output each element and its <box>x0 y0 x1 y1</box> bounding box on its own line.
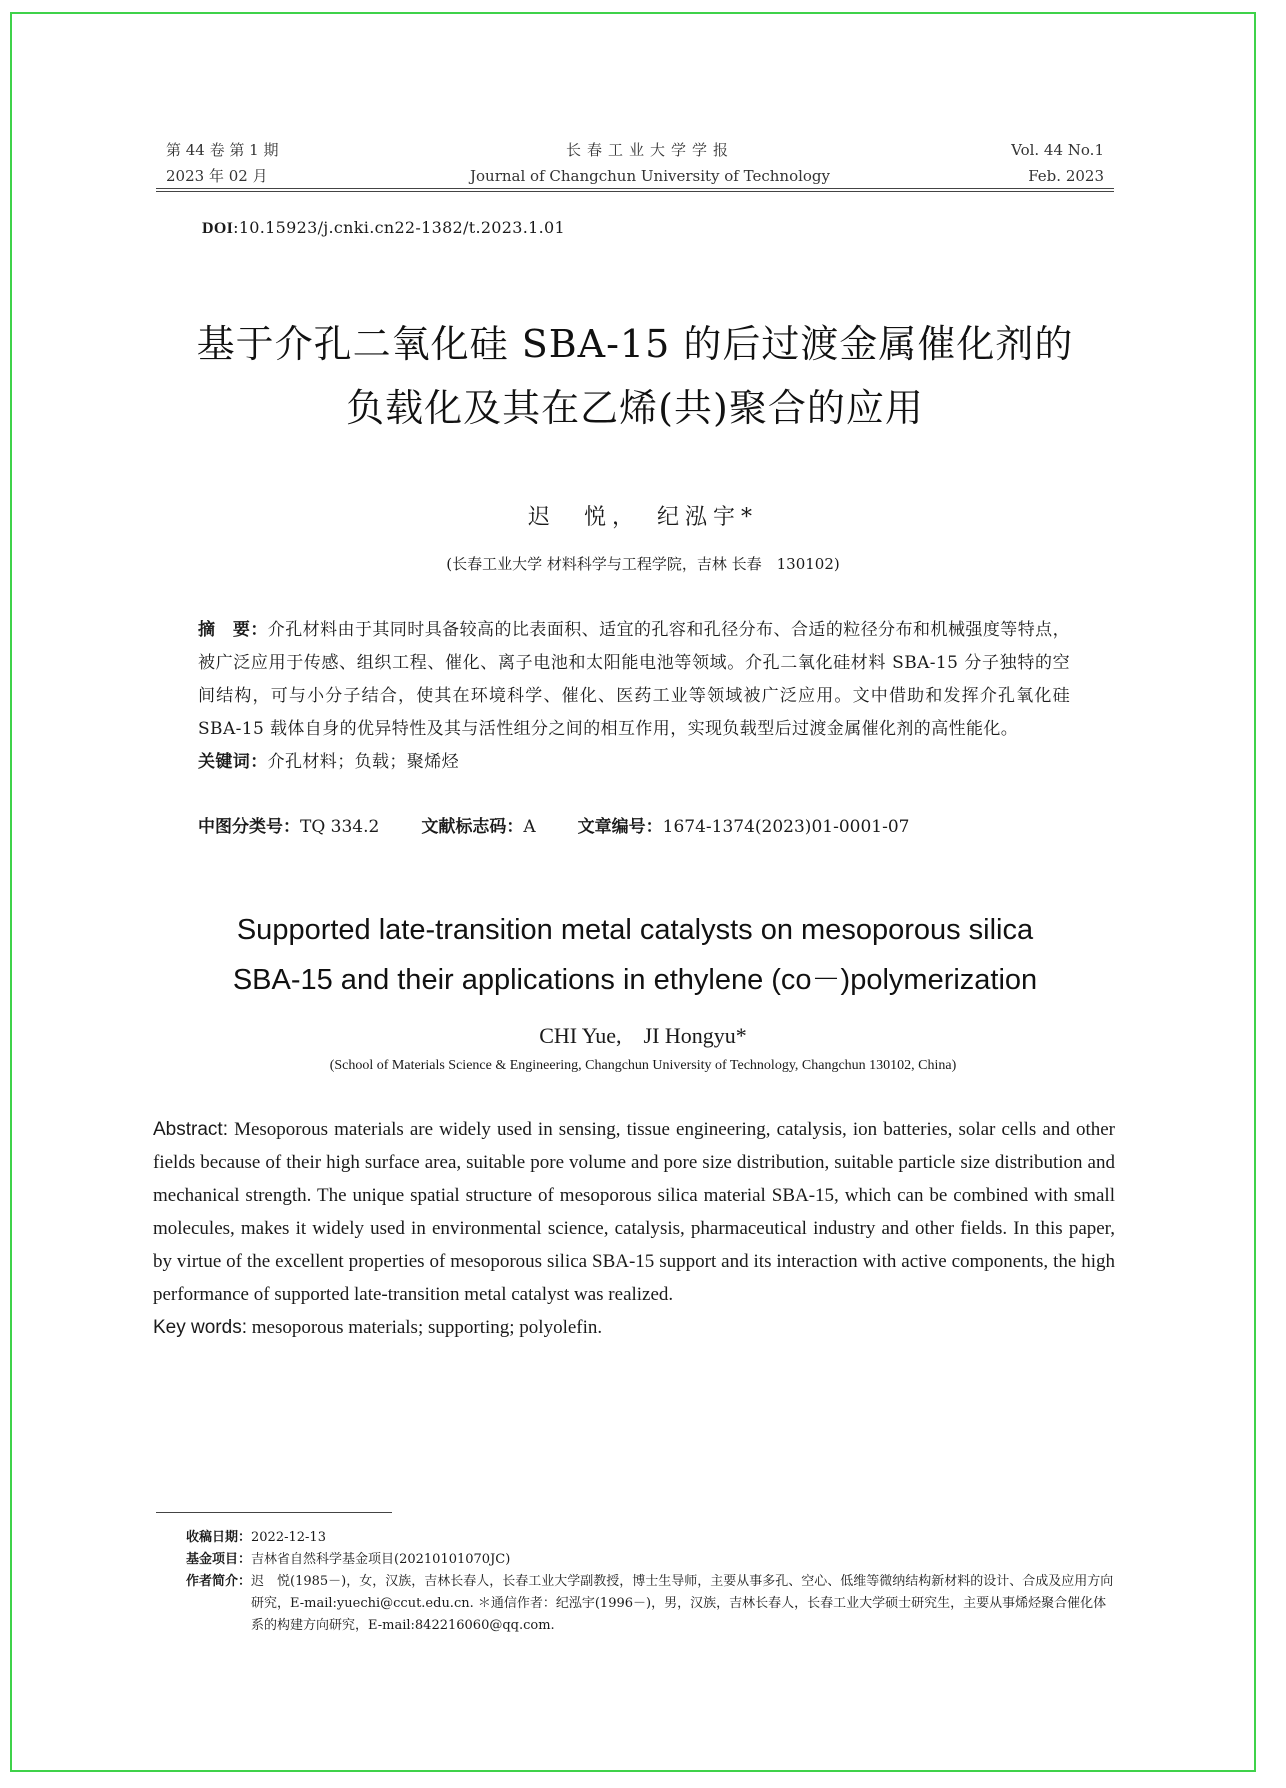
doc-code-label: 文献标志码： <box>421 817 524 837</box>
abstract-en <box>153 1113 1115 1311</box>
header-volume-block <box>1011 137 1104 189</box>
fund-value: 吉林省自然科学基金项目(20210101070JC) <box>251 1552 511 1567</box>
doi-value: :10.15923/j.cnki.cn22-1382/t.2023.1.01 <box>233 218 565 237</box>
authors-en: CHI Yue, JI Hongyu* <box>539 1023 747 1048</box>
paper-title-cn-line1: 基于介孔二氧化硅 SBA-15 的后过渡金属催化剂的 <box>196 322 1074 366</box>
abstract-en-block <box>153 1113 1115 1344</box>
keywords-en-text: mesoporous materials; supporting; polyolefin. <box>246 1317 603 1338</box>
abstract-cn-text: 介孔材料由于其同时具备较高的比表面积、适宜的孔容和孔径分布、合适的粒径分布和机械强度等特点，被广泛应用于传感、组织工程、催化、离子电池和太阳能电池等领域。介孔二氧化硅材料 SBA-15 分子独特的空间结构，可与小分子结合，使其在环境科学、催化、医药工业等领域被广泛应用。文中借助和发挥介孔氧化硅 SBA-15 载体自身的优异特性及其与活性组分之间的相互作用，实现负载型后过渡金属催化剂的高性能化。 <box>198 620 1070 739</box>
paper-title-en-line2: SBA-15 and their applications in ethylene (co－)polymerization <box>232 964 1038 996</box>
paper-title-cn <box>120 312 1150 440</box>
footnote-rule <box>156 1512 392 1513</box>
abstract-cn <box>198 614 1070 746</box>
doi-line <box>202 218 565 238</box>
keywords-en <box>153 1311 1115 1344</box>
classification-line <box>198 812 909 837</box>
footnotes <box>186 1527 1116 1637</box>
keywords-cn <box>198 746 1070 779</box>
bio-label: 作者简介： <box>186 1574 252 1589</box>
footnote-bio <box>186 1571 1116 1637</box>
article-no-label: 文章编号： <box>577 817 663 837</box>
header-issue-cn: 第 44 卷 第 1 期 <box>166 141 279 159</box>
article-no-value: 1674-1374(2023)01-0001-07 <box>662 817 910 837</box>
abstract-cn-label: 摘 要： <box>198 620 268 640</box>
footnote-received <box>186 1527 1116 1549</box>
header-issue-block <box>166 137 278 189</box>
abstract-en-text: Mesoporous materials are widely used in sensing, tissue engineering, catalysis, ion batteries, solar cells and other fields because of their high surface area, suitable pore volume and pore size distribution, suitable particle size distribution and mechanical strength. The unique spatial structure of mesoporous silica material SBA-15, which can be combined with small molecules, makes it widely used in environmental science, catalysis, pharmaceutical industry and other fields. In this paper, by virtue of the excellent properties of mesoporous silica SBA-15 support and its interaction with active components, the high performance of supported late-transition metal catalyst was realized. <box>153 1119 1115 1305</box>
keywords-cn-text: 介孔材料；负载；聚烯烃 <box>267 752 460 772</box>
doi-label: DOI <box>202 220 234 237</box>
header-rule-top <box>156 188 1114 189</box>
page-border <box>10 12 1256 1772</box>
header-date-en: Feb. 2023 <box>1028 167 1104 185</box>
header-rule-bottom <box>156 191 1114 192</box>
clc-label: 中图分类号： <box>198 817 300 837</box>
paper-title-cn-line2: 负载化及其在乙烯(共)聚合的应用 <box>346 386 924 430</box>
affiliation-cn: (长春工业大学 材料科学与工程学院，吉林 长春 130102) <box>446 555 840 573</box>
header-volume-en: Vol. 44 No.1 <box>1011 141 1104 159</box>
abstract-en-label: Abstract: <box>153 1119 228 1140</box>
abstract-cn-block <box>198 614 1070 779</box>
affiliation-en: (School of Materials Science & Engineering, Changchun University of Technology, Changchun 130102, China) <box>329 1058 957 1073</box>
header-journal-cn: 长春工业大学学报 <box>565 141 734 159</box>
received-label: 收稿日期： <box>186 1530 252 1545</box>
header-date-cn: 2023 年 02 月 <box>166 167 268 185</box>
doc-code-value: A <box>523 817 536 837</box>
paper-title-en-line1: Supported late-transition metal catalysts on mesoporous silica <box>236 914 1034 946</box>
clc-value: TQ 334.2 <box>300 817 380 837</box>
bio-value: 迟 悦(1985－)，女，汉族，吉林长春人，长春工业大学副教授，博士生导师，主要从事多孔、空心、低维等微纳结构新材料的设计、合成及应用方向研究，E-mail:yuechi@ccut.edu.cn. ＊通信作者：纪泓宇(1996－)，男，汉族，吉林长春人，长春工业大学硕士研究生，主要从事烯烃聚合催化体系的构建方向研究，E-mail:842216060@qq.com. <box>251 1574 1114 1633</box>
received-value: 2022-12-13 <box>251 1530 326 1545</box>
authors-cn: 迟 悦， 纪泓宇* <box>527 505 758 530</box>
paper-title-en <box>100 905 1170 1005</box>
keywords-cn-label: 关键词： <box>198 752 268 772</box>
header-journal-en: Journal of Changchun University of Technology <box>470 167 830 185</box>
footnote-fund <box>186 1549 1116 1571</box>
header-journal-block <box>440 137 860 189</box>
keywords-en-label: Key words: <box>153 1317 247 1338</box>
fund-label: 基金项目： <box>186 1552 252 1567</box>
